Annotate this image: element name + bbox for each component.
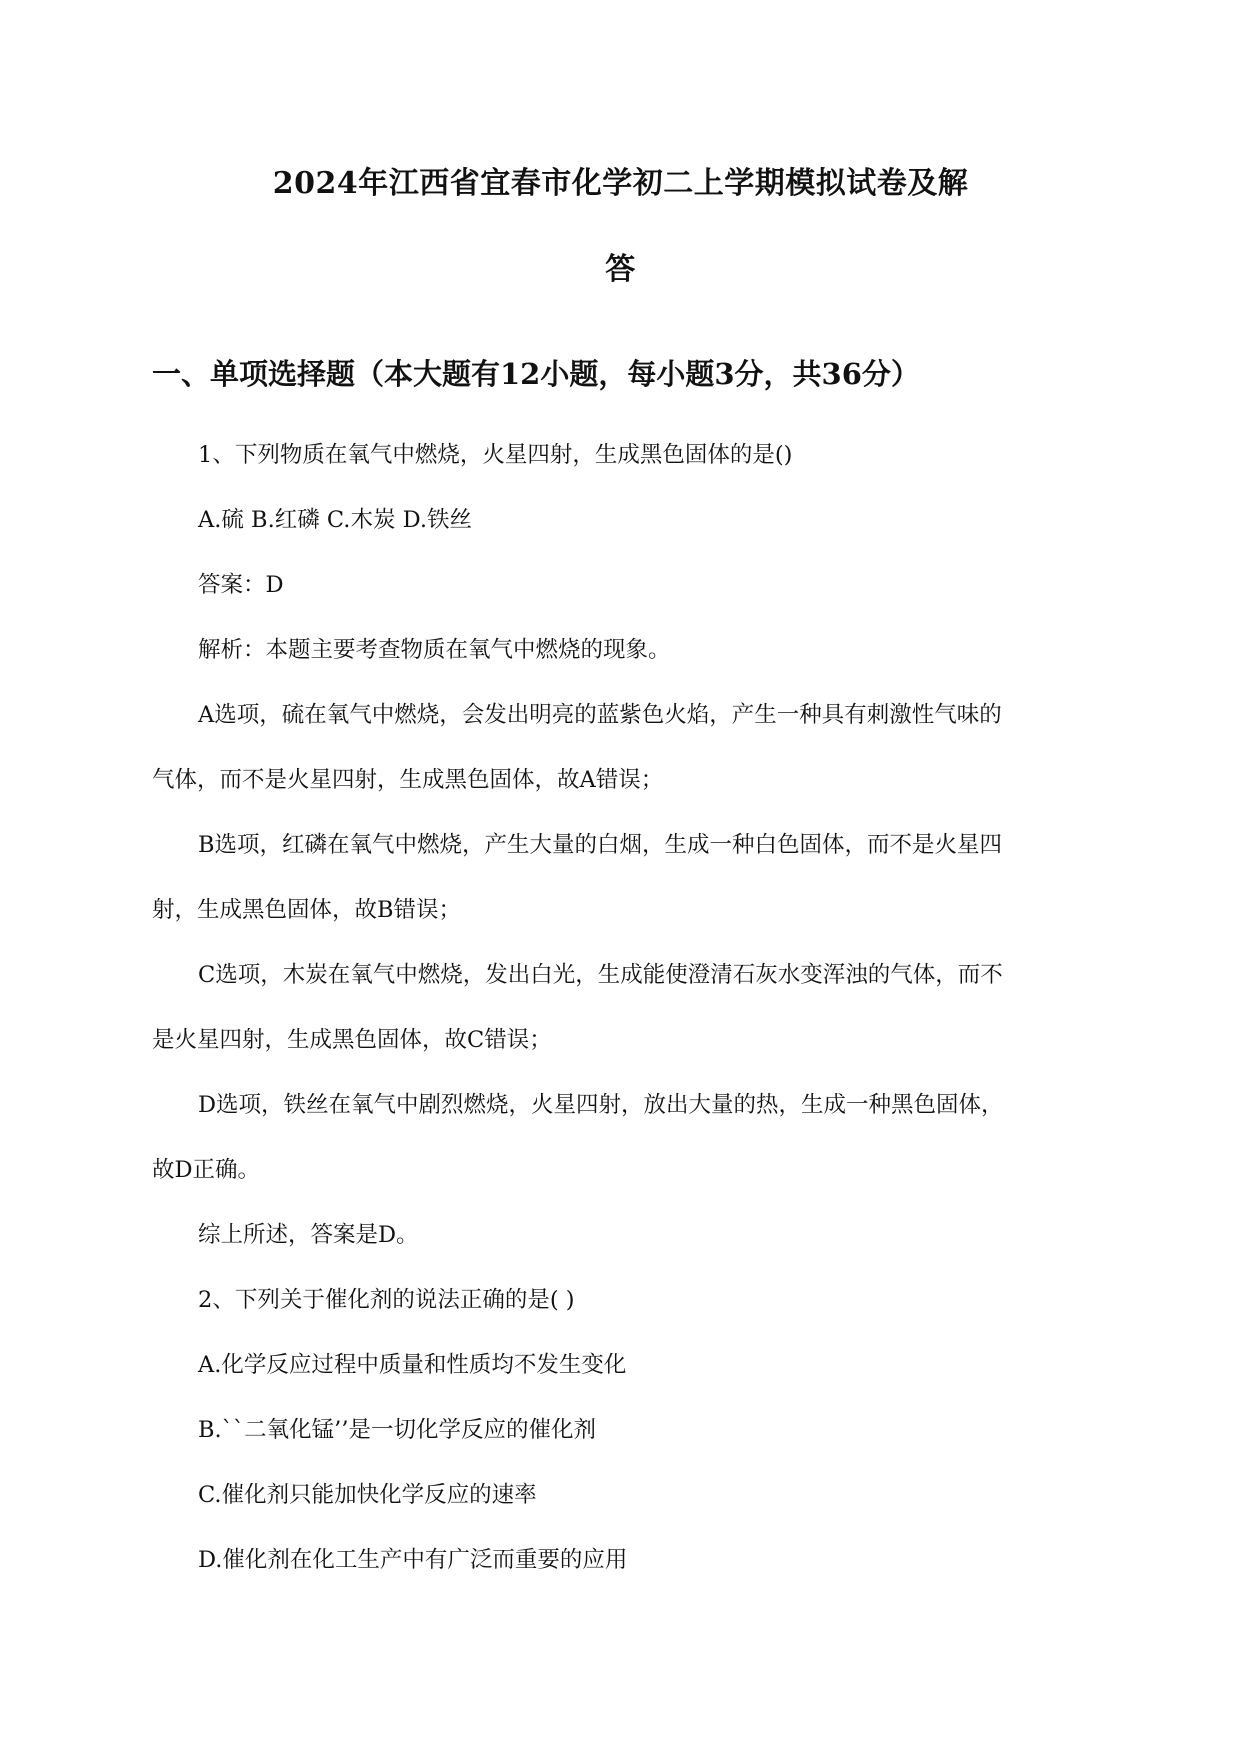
question-2-option-a: A.化学反应过程中质量和性质均不发生变化 bbox=[198, 1352, 627, 1378]
question-2-option-d: D.催化剂在化工生产中有广泛而重要的应用 bbox=[198, 1547, 628, 1573]
question-1-summary: 综上所述，答案是D。 bbox=[198, 1222, 419, 1248]
question-2-option-c: C.催化剂只能加快化学反应的速率 bbox=[198, 1482, 537, 1508]
option-c-explanation: C选项，木炭在氧气中燃烧，发出白光，生成能使澄清石灰水变浑浊的气体，而不 bbox=[198, 962, 1003, 988]
document-title-line-1: 2024年江西省宜春市化学初二上学期模拟试卷及解 bbox=[272, 166, 969, 201]
question-1-stem: 1、下列物质在氧气中燃烧，火星四射，生成黑色固体的是() bbox=[198, 442, 793, 468]
option-d-explanation-cont: 故D正确。 bbox=[152, 1157, 261, 1183]
option-b-explanation: B选项，红磷在氧气中燃烧，产生大量的白烟，生成一种白色固体，而不是火星四 bbox=[198, 832, 1003, 858]
option-b-explanation-cont: 射，生成黑色固体，故B错误； bbox=[152, 897, 462, 923]
option-c-explanation-cont: 是火星四射，生成黑色固体，故C错误； bbox=[152, 1027, 552, 1053]
question-1-analysis: 解析：本题主要考查物质在氧气中燃烧的现象。 bbox=[198, 637, 671, 663]
document-title-line-2: 答 bbox=[605, 252, 636, 287]
option-d-explanation: D选项，铁丝在氧气中剧烈燃烧，火星四射，放出大量的热，生成一种黑色固体， bbox=[198, 1092, 1004, 1118]
option-a-explanation-cont: 气体，而不是火星四射，生成黑色固体，故A错误； bbox=[152, 767, 664, 793]
question-2-option-b: B.``二氧化锰’’是一切化学反应的催化剂 bbox=[198, 1417, 596, 1443]
section-heading: 一、单项选择题（本大题有12小题，每小题3分，共36分） bbox=[152, 357, 920, 391]
option-a-explanation: A选项，硫在氧气中燃烧，会发出明亮的蓝紫色火焰，产生一种具有刺激性气味的 bbox=[198, 702, 1002, 728]
question-2-stem: 2、下列关于催化剂的说法正确的是( ) bbox=[198, 1287, 575, 1313]
question-1-answer: 答案：D bbox=[198, 572, 284, 598]
question-1-options: A.硫 B.红磷 C.木炭 D.铁丝 bbox=[198, 507, 472, 533]
